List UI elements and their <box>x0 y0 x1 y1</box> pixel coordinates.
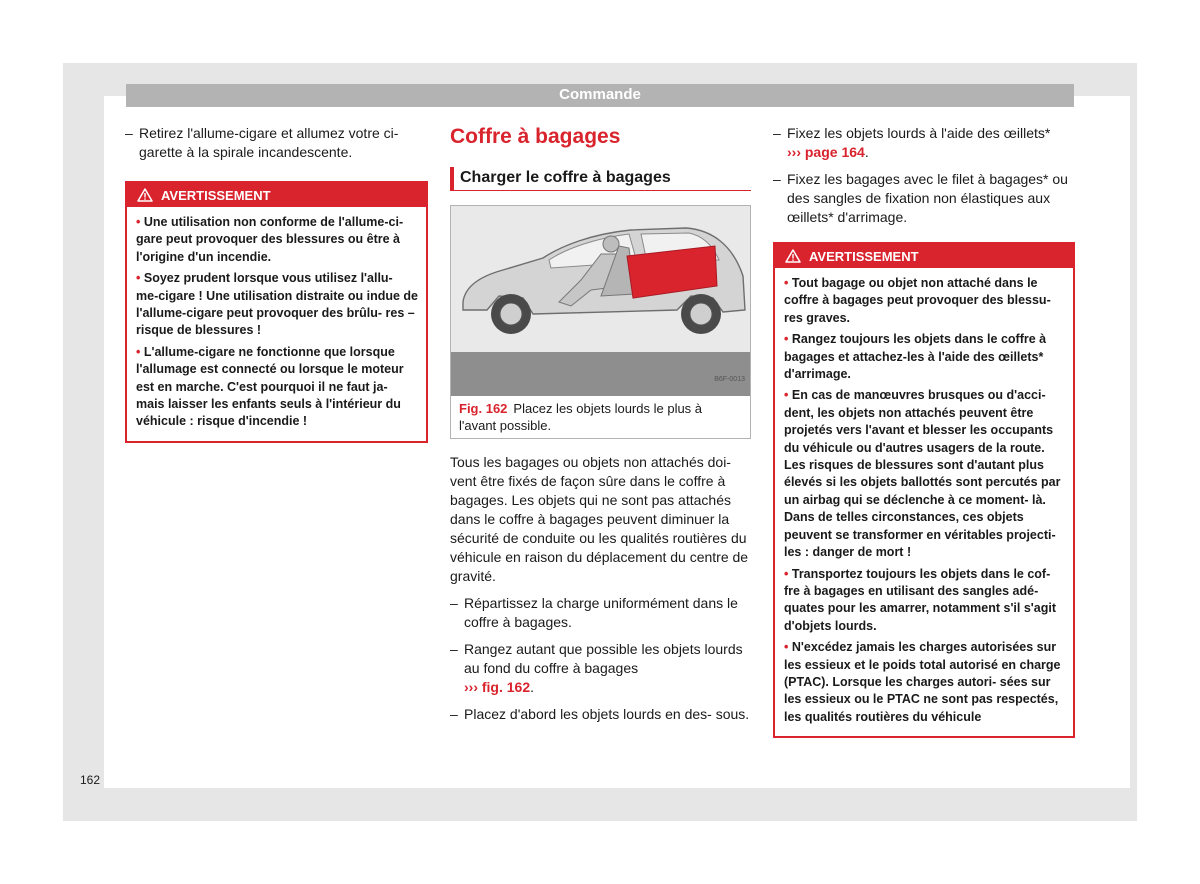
list-item-text: garette à la spirale incandescente. <box>139 144 353 160</box>
list-item <box>773 170 1075 227</box>
list-item-text: Retirez l'allume-cigare et allumez votre ci- <box>139 125 399 141</box>
warning-item <box>136 344 418 431</box>
column-middle <box>450 124 751 724</box>
list-item <box>450 705 751 724</box>
bullet-marker: • <box>784 388 789 403</box>
bullet-marker: • <box>136 271 141 286</box>
dash-marker: – <box>773 125 781 141</box>
list-item <box>125 124 428 162</box>
warning-triangle-icon <box>785 249 801 263</box>
list-item <box>450 594 751 632</box>
warning-item <box>784 331 1065 383</box>
list-item: – Rangez autant que possible les objets lourds au fond du coffre à bagages ››› fig. 162. <box>450 641 743 695</box>
list-item: – Fixez les objets lourds à l'aide des œillets* ››› page 164. <box>773 125 1051 160</box>
figure-link[interactable]: ››› fig. 162 <box>464 679 531 695</box>
warning-item-text: Transportez toujours les objets dans le cof- fre à bagages en utilisant des sangles adé- quates pour les amarrer, notamment s'il s'agit d'objets lourds. <box>784 566 1057 633</box>
dash-marker: – <box>125 125 133 141</box>
body-paragraph: Tous les bagages ou objets non attachés doi- vent être fixés de façon sûre dans le coffre à bagages. Les objets qui ne sont pas attachés dans le coffre à bagages peuvent diminuer la sécurité de conduite ou les qualités routières du véhicule en raison du déplacement du centre de gravité. <box>450 454 749 584</box>
warning-item <box>136 214 418 266</box>
dash-marker: – <box>450 595 458 611</box>
subsection-title: Charger le coffre à bagages <box>450 167 751 191</box>
dash-marker: – <box>450 641 458 657</box>
header-title: Commande <box>559 86 641 103</box>
bullet-marker: • <box>784 276 789 290</box>
warning-item <box>784 639 1065 726</box>
warning-item-text: Une utilisation non conforme de l'allume-ci- gare peut provoquer des blessures ou être à l'origine d'un incendie. <box>136 215 404 264</box>
warning-box <box>125 181 428 443</box>
page-link[interactable]: ››› page 164 <box>787 144 865 160</box>
figure-162 <box>450 205 751 439</box>
warning-item-text: En cas de manœuvres brusques ou d'acci- dent, les objets non attachés peuvent être projetés vers l'avant et blesser les occupants du véhicule ou d'autres usagers de la route. Les risques de blessures sont d'autant plus élevés si les objets ballottés sont percutés par un airbag qui se déclenche à ce moment- là. Dans de telles circonstances, ces objets peuvent se transformer en véritables projecti- les : danger de mort ! <box>784 388 1061 560</box>
warning-item <box>136 270 418 340</box>
car-loading-illustration <box>451 206 750 396</box>
bullet-marker: • <box>784 332 789 347</box>
list-item-text: Placez d'abord les objets lourds en des- sous. <box>464 706 750 722</box>
warning-item <box>784 566 1065 636</box>
column-left <box>125 124 428 443</box>
dash-marker: – <box>450 706 458 722</box>
warning-body <box>127 207 426 441</box>
list-item-text: Rangez autant que possible les objets lourds au fond du coffre à bagages <box>464 641 743 676</box>
section-title: Coffre à bagages <box>450 125 621 148</box>
warning-box <box>773 242 1075 738</box>
figure-code: B6F-0013 <box>714 376 745 383</box>
warning-item-text: L'allume-cigare ne fonctionne que lorsque l'allumage est connecté ou lorsque le moteur est en marche. C'est pourquoi il ne faut ja- mais laisser les enfants seuls à l'intérieur du véhicule : risque d'incendie ! <box>136 344 404 429</box>
warning-triangle-icon <box>137 188 153 202</box>
list-item-text: Répartissez la charge uniformément dans le coffre à bagages. <box>464 595 738 630</box>
figure-label: Fig. 162 <box>459 401 508 416</box>
column-right <box>773 124 1075 738</box>
warning-item <box>784 387 1065 561</box>
warning-item-text: Tout bagage ou objet non attaché dans le coffre à bagages peut provoquer des blessu- res graves. <box>784 276 1051 325</box>
warning-header <box>127 183 426 207</box>
warning-header <box>775 244 1073 268</box>
list-item-text: Fixez les objets lourds à l'aide des œillets* <box>787 125 1051 141</box>
warning-body <box>775 268 1073 736</box>
bullet-marker: • <box>784 640 789 655</box>
bullet-marker: • <box>136 215 141 229</box>
bullet-marker: • <box>784 566 789 581</box>
figure-caption-text: Placez les objets lourds le plus à l'avant possible. <box>459 401 703 433</box>
list-item-text: Fixez les bagages avec le filet à bagages* ou des sangles de fixation non élastiques aux œillets* d'arrimage. <box>787 171 1068 225</box>
warning-title: AVERTISSEMENT <box>809 248 919 264</box>
dash-marker: – <box>773 171 781 187</box>
warning-item <box>784 275 1065 327</box>
page-number: 162 <box>80 773 101 787</box>
bullet-marker: • <box>136 344 141 359</box>
figure-caption <box>451 396 750 438</box>
warning-item-text: Soyez prudent lorsque vous utilisez l'allu- me-cigare ! Une utilisation distraite ou indue de l'allume-cigare peut provoquer des brûlu- res – risque de blessures ! <box>136 271 418 338</box>
warning-title: AVERTISSEMENT <box>161 187 271 203</box>
warning-item-text: Rangez toujours les objets dans le coffre à bagages et attachez-les à l'aide des œillets* d'arrimage. <box>784 332 1047 382</box>
warning-item-text: N'excédez jamais les charges autorisées sur les essieux et le poids total autorisé en charge (PTAC). Lorsque les charges autori- sées sur les essieux ou le PTAC ne sont pas respectés, les qualités routières du véhicule <box>784 640 1061 724</box>
